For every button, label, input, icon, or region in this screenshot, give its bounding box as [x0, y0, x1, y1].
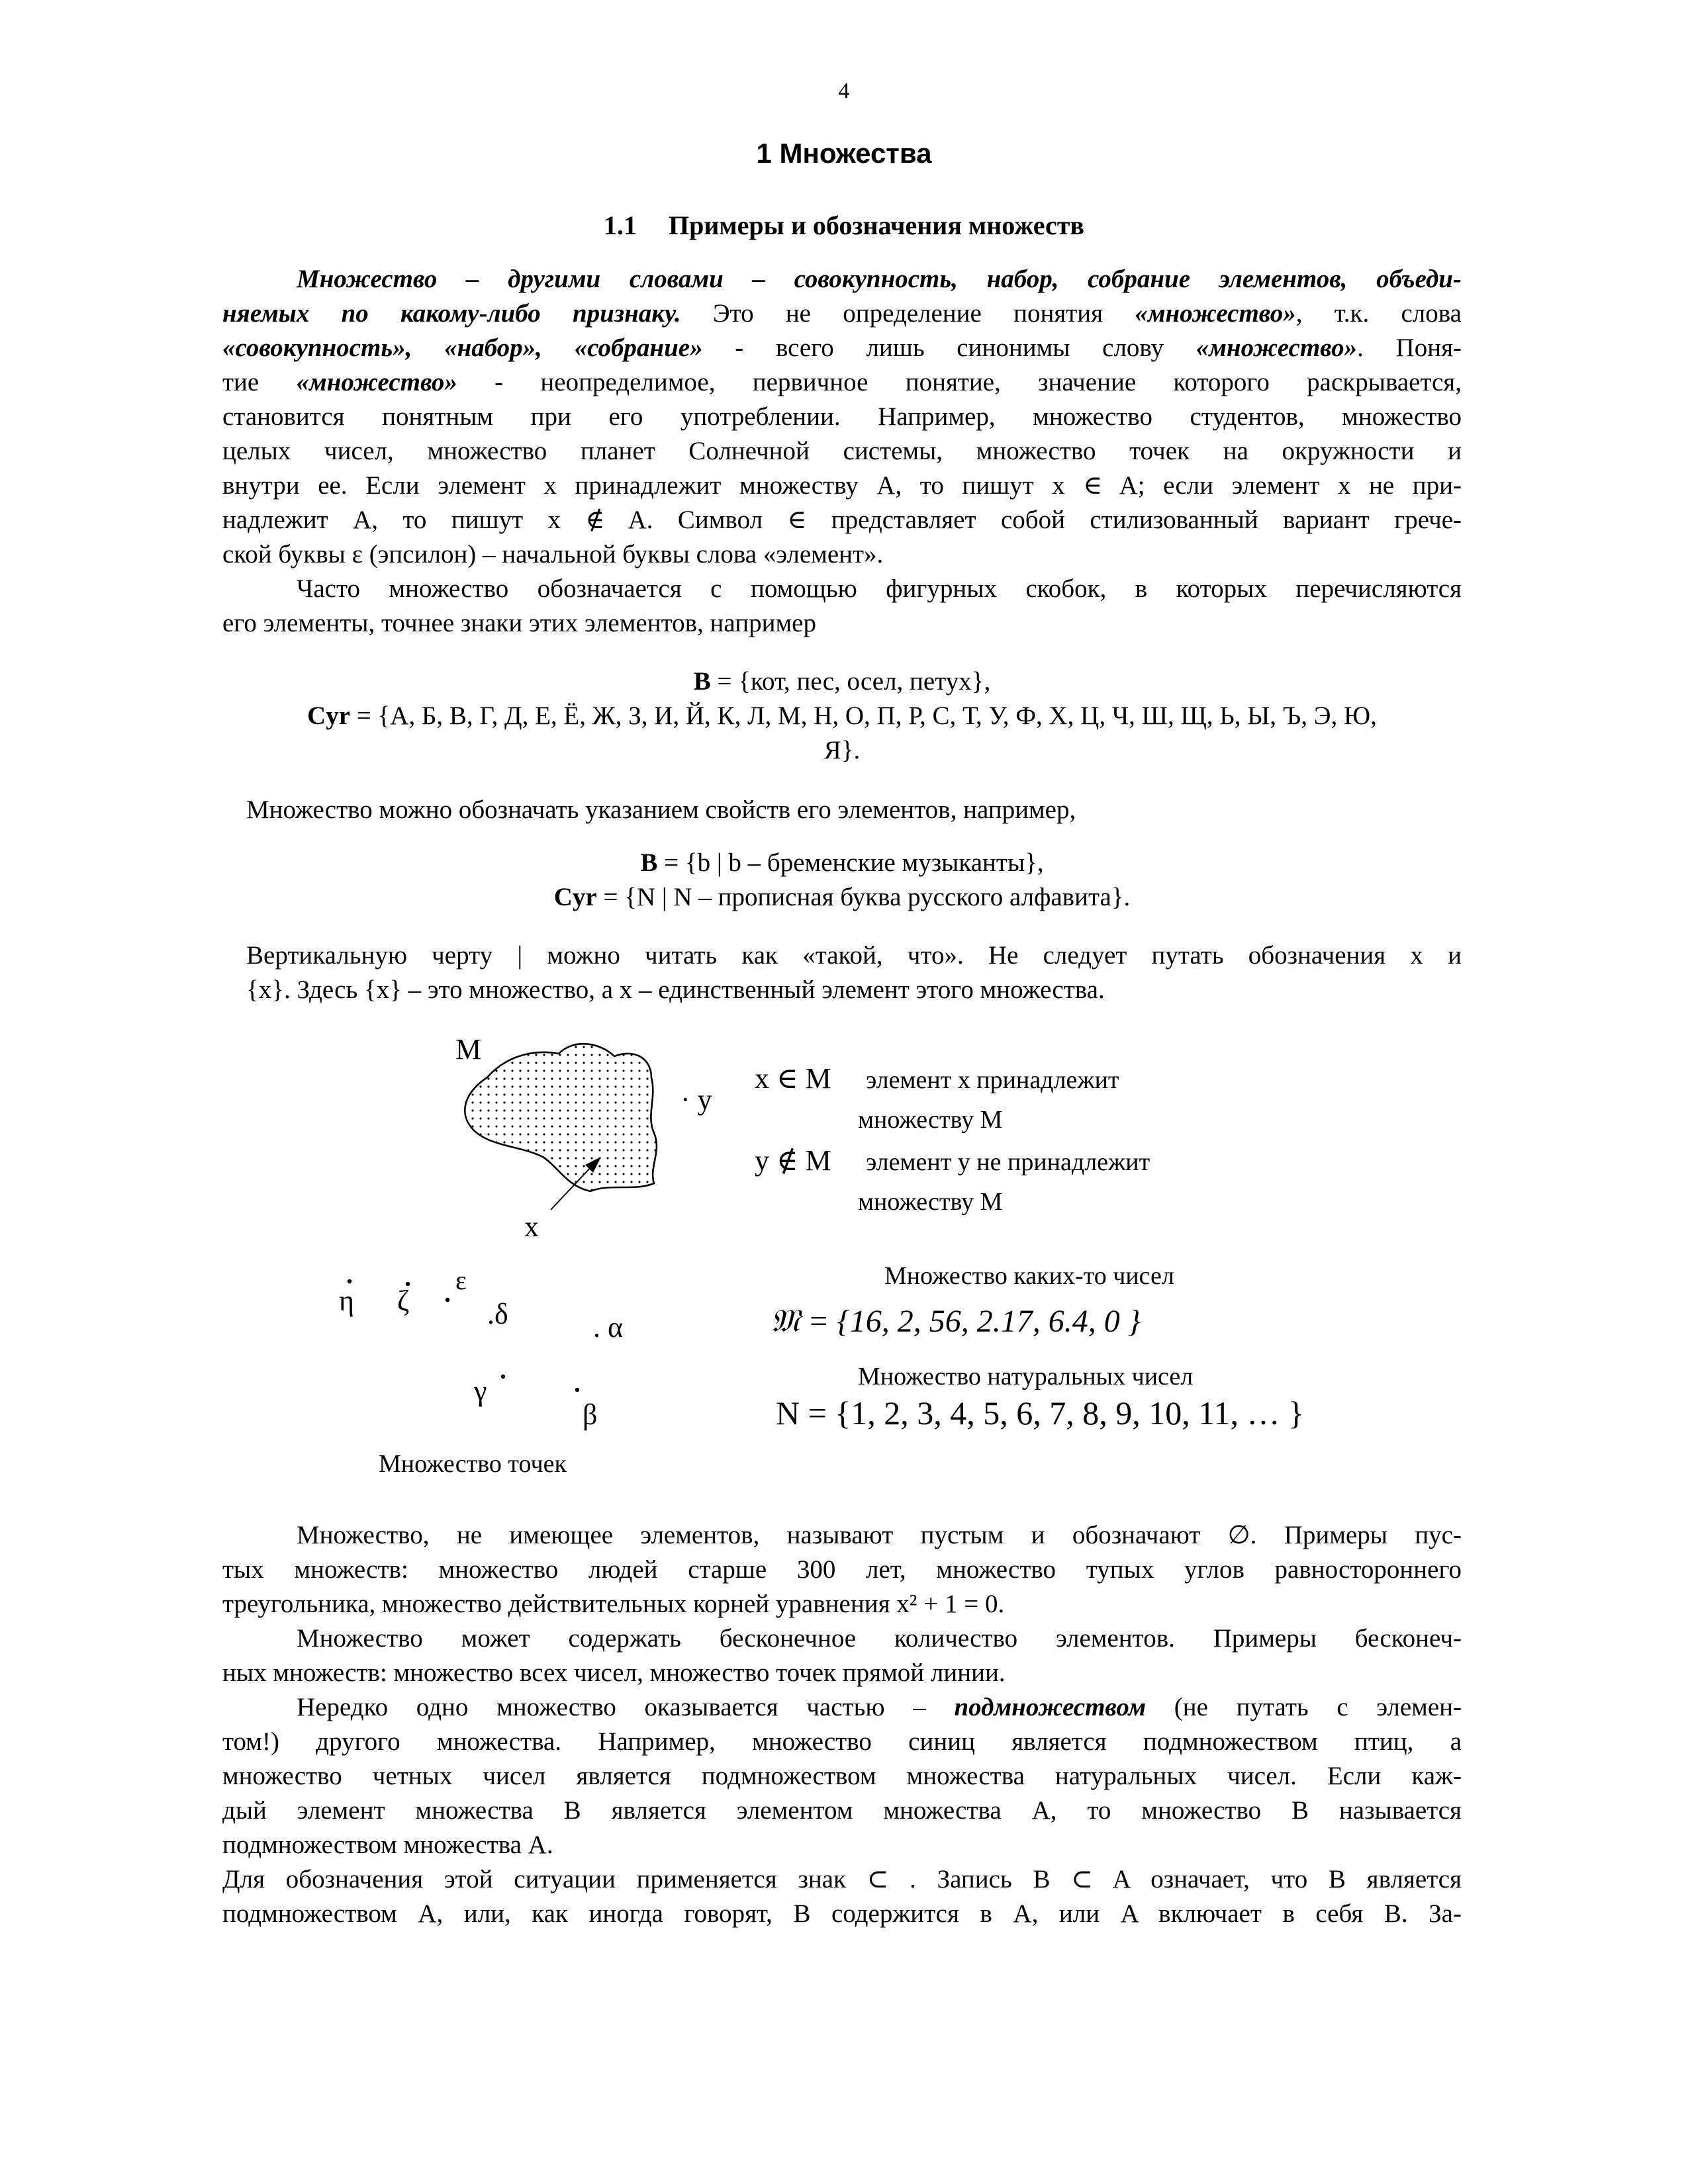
non-membership-formula: y ∉ M: [755, 1144, 831, 1177]
section-number: 1.1: [604, 212, 637, 241]
text-line: становится понятным при его употреблении. Например, множество студентов, множество: [222, 404, 1462, 432]
point-dot: [575, 1388, 579, 1392]
set-label-m: M: [455, 1033, 482, 1066]
point-y-label: · y: [680, 1083, 712, 1116]
text-line: [222, 263, 1462, 298]
paragraph-infinite-set: [222, 1623, 1462, 1692]
text-line: том!) другого множества. Например, множество синиц является подмножеством птиц, а: [222, 1729, 1462, 1756]
text-line: Для обозначения этой ситуации применяется знак ⊂ . Запись B ⊂ A означает, что B является: [222, 1866, 1462, 1894]
text-line: [222, 332, 1462, 367]
set-elements: = {кот, пес, осел, петух},: [710, 668, 991, 696]
figure-point-set: [331, 1257, 688, 1482]
paragraph-subset-sign: [222, 1864, 1462, 1933]
text-line: целых чисел, множество планет Солнечной системы, множество точек на окружности и: [222, 438, 1462, 466]
text: Это не определение понятия: [680, 300, 1135, 328]
set-region-shape: [465, 1044, 657, 1191]
text-line: множество четных чисел является подмножеством множества натуральных чисел. Если каж-: [222, 1763, 1462, 1791]
definition-text-end: няемых по какому-либо признаку.: [222, 300, 681, 328]
point-delta: .δ: [487, 1298, 508, 1330]
definition-text: Множество – другими словами – совокупность, набор, собрание элементов, объеди-: [297, 266, 1462, 294]
set-name: Cyr: [553, 884, 597, 912]
paragraph-subset: [222, 1692, 1462, 1864]
point-epsilon: ε: [455, 1265, 467, 1295]
point-alpha: . α: [593, 1311, 624, 1343]
paragraph-vertical-bar: [246, 940, 1462, 1009]
point-set-caption: Множество точек: [379, 1450, 567, 1478]
point-zeta: ζ: [397, 1285, 410, 1317]
text-line: ных множеств: множество всех чисел, множество точек прямой линии.: [222, 1660, 1006, 1688]
non-membership-text-1: элемент y не принадлежит: [866, 1148, 1150, 1176]
set-name: B: [693, 668, 711, 696]
term: «множество»: [296, 369, 457, 397]
text: тие: [222, 369, 297, 397]
membership-text-2: множеству M: [858, 1106, 1003, 1134]
text-line: Множество, не имеющее элементов, называют пустым и обозначают ∅. Примеры пус-: [297, 1522, 1462, 1550]
text-line: [222, 367, 1462, 401]
text: . Поня-: [1357, 335, 1462, 363]
text: (не путать с элемен-: [1146, 1694, 1462, 1722]
natural-numbers-caption: Множество натуральных чисел: [858, 1363, 1194, 1391]
text-line: Множество может содержать бесконечное количество элементов. Примеры бесконеч-: [297, 1625, 1462, 1653]
point-eta: η: [339, 1285, 355, 1317]
set-name: B: [640, 850, 658, 878]
point-dot: [348, 1279, 352, 1283]
point-x-label: x: [524, 1210, 539, 1243]
text: - всего лишь синонимы слову: [702, 335, 1196, 363]
text-line: [222, 1692, 1462, 1726]
text: Нередко одно множество оказывается частью –: [297, 1694, 955, 1722]
text-line: треугольника, множество действительных корней уравнения x² + 1 = 0.: [222, 1591, 1005, 1619]
point-dot: [501, 1375, 505, 1379]
set-b-enumeration: [222, 666, 1462, 700]
text-line: надлежит A, то пишут x ∉ A. Символ ∈ представляет собой стилизованный вариант грече-: [222, 507, 1462, 535]
membership-text-1: элемент x принадлежит: [866, 1066, 1119, 1094]
text-line: подмножеством A, или, как иногда говорят, B содержится в A, или A включает в себя B. За-: [222, 1901, 1462, 1929]
point-dot: [445, 1298, 449, 1302]
number-set-m: 𝔐 = {16, 2, 56, 2.17, 6.4, 0 }: [771, 1305, 1141, 1340]
text-line: его элементы, точнее знаки этих элементов, например: [222, 610, 816, 638]
membership-formula: x ∈ M: [755, 1062, 831, 1095]
number-set-caption: Множество каких-то чисел: [884, 1263, 1174, 1291]
set-property: = {N | N – прописная буква русского алфавита}.: [596, 884, 1131, 912]
text-line: [222, 298, 1462, 332]
natural-numbers-set: N = {1, 2, 3, 4, 5, 6, 7, 8, 9, 10, 11, … }: [776, 1396, 1304, 1432]
set-b-property: [222, 847, 1462, 882]
paragraph-properties: [246, 794, 1485, 829]
set-name: Cyr: [307, 703, 351, 731]
text-line: подмножеством множества A.: [222, 1832, 553, 1860]
set-cyr-continuation: Я}.: [823, 737, 861, 765]
term: подмножеством: [954, 1694, 1147, 1722]
term: «совокупность», «набор», «собрание»: [222, 335, 703, 363]
text-line: тых множеств: множество людей старше 300 лет, множество тупых углов равностороннего: [222, 1557, 1462, 1584]
set-elements: = {А, Б, В, Г, Д, Е, Ё, Ж, З, И, Й, К, Л, М, Н, О, П, Р, С, Т, У, Ф, Х, Ц, Ч, Ш, Щ, Ь, Ы, Ъ, Э, Ю,: [350, 703, 1377, 731]
text-line: Часто множество обозначается с помощью фигурных скобок, в которых перечисляются: [297, 576, 1462, 604]
paragraph-definition: [222, 263, 1462, 573]
paragraph-empty-set: [222, 1520, 1462, 1623]
text: Множество можно обозначать указанием свойств его элементов, например,: [246, 797, 1076, 825]
paragraph-braces: [222, 573, 1462, 642]
page-number: 4: [838, 78, 850, 103]
text-line: дый элемент множества B является элементом множества A, то множество B называется: [222, 1797, 1462, 1825]
chapter-title: 1 Множества: [756, 139, 932, 169]
text-line: {x}. Здесь {x} – это множество, а x – единственный элемент этого множества.: [246, 977, 1105, 1005]
non-membership-text-2: множеству M: [858, 1188, 1003, 1216]
figure-set-membership: [437, 1019, 1205, 1244]
text-line: внутри ее. Если элемент x принадлежит множеству A, то пишут x ∈ A; если элемент x не при-: [222, 473, 1462, 500]
section-title: Примеры и обозначения множеств: [669, 212, 1084, 241]
term: «множество»: [1196, 335, 1358, 363]
text-line: Вертикальную черту | можно читать как «такой, что». Не следует путать обозначения x и: [246, 942, 1462, 970]
text: - неопределимое, первичное понятие, значение которого раскрывается,: [457, 369, 1462, 397]
term: «множество»: [1135, 300, 1296, 328]
point-gamma: γ: [474, 1375, 487, 1407]
section-heading: [0, 209, 1688, 244]
text-line: ской буквы ε (эпсилон) – начальной буквы слова «элемент».: [222, 541, 884, 569]
set-property: = {b | b – бременские музыканты},: [657, 850, 1044, 878]
set-cyr-property: [222, 882, 1462, 916]
point-beta: β: [583, 1398, 598, 1431]
text: , т.к. слова: [1295, 300, 1462, 328]
set-cyr-enumeration: [222, 700, 1462, 735]
